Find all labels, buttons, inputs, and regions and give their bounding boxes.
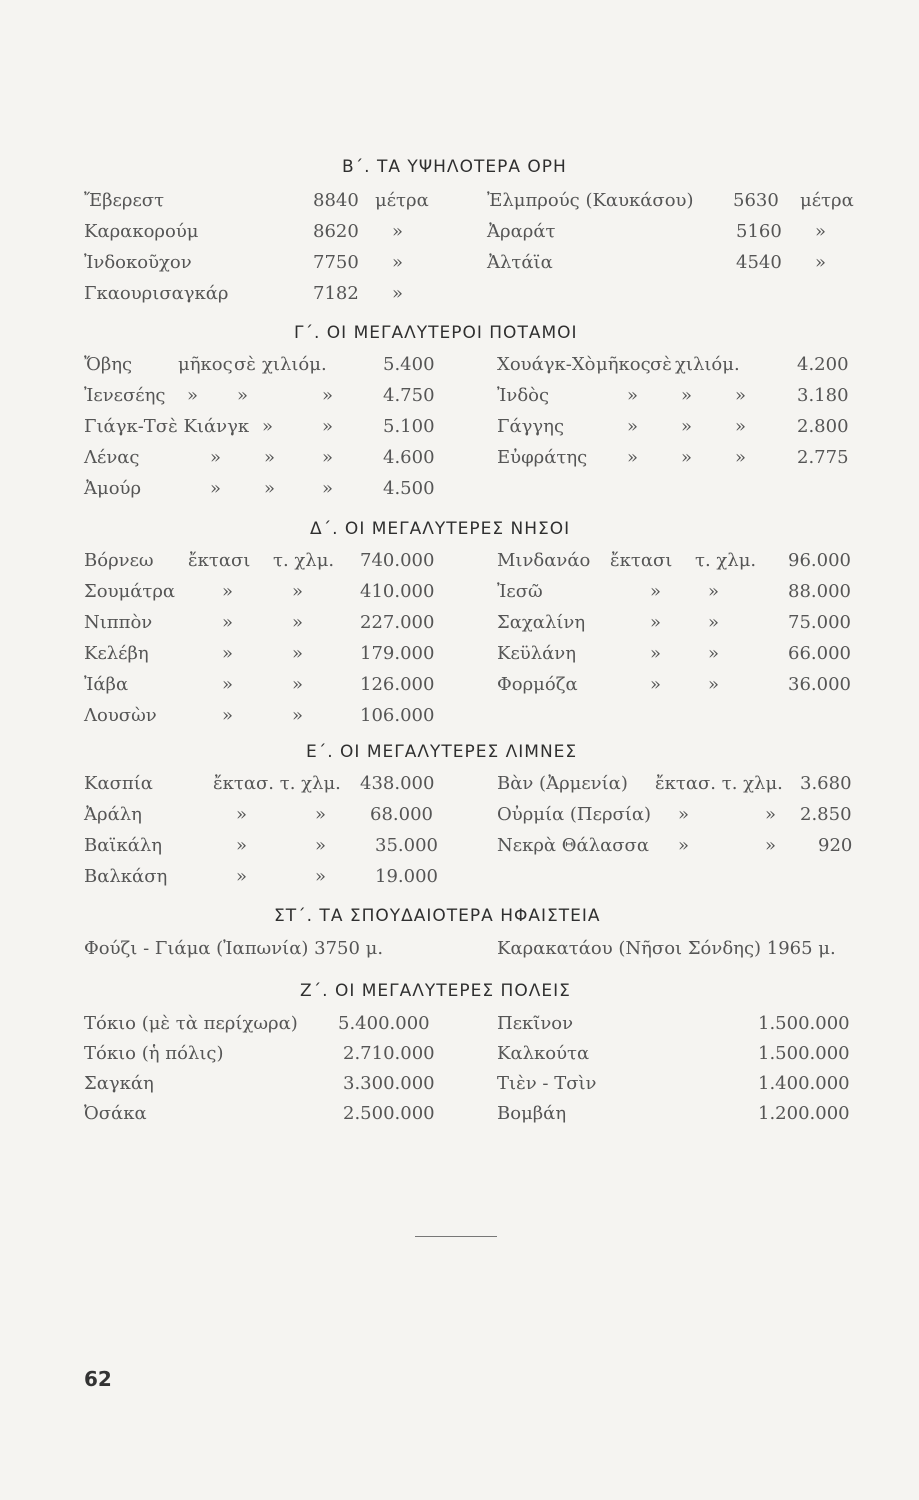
mountain-name: Ἰνδοκοῦχον	[84, 252, 192, 273]
city-name: Τόκιο (ἡ πόλις)	[84, 1043, 224, 1064]
ditto-mark: »	[222, 612, 234, 633]
ditto-mark: »	[292, 612, 304, 633]
river-length: 3.180	[797, 385, 849, 406]
ditto-mark: »	[236, 804, 248, 825]
page-number: 62	[84, 1367, 112, 1391]
island-name: Ἰεσῶ	[497, 581, 543, 602]
lake-area: 19.000	[375, 866, 438, 887]
mountain-height: 8620	[313, 221, 359, 242]
area-label: ἔκτασι	[188, 550, 251, 571]
ditto-mark: »	[708, 643, 720, 664]
ditto-mark: »	[681, 447, 693, 468]
island-area: 740.000	[360, 550, 435, 571]
river-name: Εὐφράτης	[497, 447, 588, 468]
mountain-unit: »	[815, 221, 827, 242]
ditto-mark: »	[322, 478, 334, 499]
ditto-mark: »	[650, 581, 662, 602]
island-area: 96.000	[788, 550, 851, 571]
mountain-unit: »	[392, 283, 404, 304]
island-area: 75.000	[788, 612, 851, 633]
island-name: Φορμόζα	[497, 674, 578, 695]
river-name: Ἰενεσέης	[84, 385, 166, 406]
city-population: 3.300.000	[343, 1073, 435, 1094]
ditto-mark: »	[322, 447, 334, 468]
rivers-heading: Γ΄. ΟΙ ΜΕΓΑΛΥΤΕΡΟΙ ΠΟΤΑΜΟΙ	[294, 323, 578, 343]
ditto-mark: »	[262, 416, 274, 437]
city-population: 5.400.000	[338, 1013, 430, 1034]
city-name: Πεκῖνον	[497, 1013, 574, 1034]
ditto-mark: »	[292, 705, 304, 726]
river-length: 5.100	[383, 416, 435, 437]
river-length: 4.200	[797, 354, 849, 375]
island-area: 179.000	[360, 643, 435, 664]
island-name: Νιππὸν	[84, 612, 153, 633]
ditto-mark: »	[650, 674, 662, 695]
lake-name: Νεκρὰ Θάλασσα	[497, 835, 649, 856]
ditto-mark: »	[322, 416, 334, 437]
city-name: Βομβάη	[497, 1103, 567, 1124]
river-length: 4.600	[383, 447, 435, 468]
city-name: Καλκούτα	[497, 1043, 590, 1064]
ditto-mark: »	[735, 447, 747, 468]
river-length-label: σὲ	[650, 354, 672, 375]
mountain-height: 7182	[313, 283, 359, 304]
mountain-name: Γκαουρισαγκάρ	[84, 283, 229, 304]
island-name: Ἰάβα	[84, 674, 129, 695]
ditto-mark: »	[315, 835, 327, 856]
mountain-unit: μέτρα	[375, 190, 429, 211]
city-population: 1.400.000	[758, 1073, 850, 1094]
island-area: 36.000	[788, 674, 851, 695]
ditto-mark: »	[708, 581, 720, 602]
mountain-name: Ἔβερεστ	[84, 190, 165, 211]
ditto-mark: »	[315, 804, 327, 825]
mountain-unit: μέτρα	[800, 190, 854, 211]
ditto-mark: »	[315, 866, 327, 887]
river-length-label: μῆκος	[596, 354, 651, 375]
ditto-mark: »	[627, 447, 639, 468]
islands-heading: Δ΄. ΟΙ ΜΕΓΑΛΥΤΕΡΕΣ ΝΗΣΟΙ	[310, 519, 571, 539]
city-name: Σαγκάη	[84, 1073, 154, 1094]
island-name: Λουσὼν	[84, 705, 157, 726]
island-area: 66.000	[788, 643, 851, 664]
lakes-heading: Ε΄. ΟΙ ΜΕΓΑΛΥΤΕΡΕΣ ΛΙΜΝΕΣ	[306, 742, 578, 762]
ditto-mark: »	[708, 674, 720, 695]
river-length-label: χιλιόμ.	[262, 354, 327, 375]
ditto-mark: »	[236, 866, 248, 887]
lake-name: Ἀράλη	[84, 804, 142, 825]
ditto-mark: »	[678, 804, 690, 825]
area-label: ἔκτασ. τ. χλμ.	[213, 773, 341, 794]
ditto-mark: »	[236, 835, 248, 856]
island-name: Κελέβη	[84, 643, 149, 664]
mountain-unit: »	[392, 221, 404, 242]
ditto-mark: »	[210, 478, 222, 499]
lake-area: 3.680	[800, 773, 852, 794]
river-length: 4.750	[383, 385, 435, 406]
mountain-name: Ἀλτάϊα	[487, 252, 553, 273]
island-area: 410.000	[360, 581, 435, 602]
lake-name: Κασπία	[84, 773, 153, 794]
mountain-height: 5630	[733, 190, 779, 211]
river-name: Γάγγης	[497, 416, 565, 437]
lake-name: Οὐρμία (Περσία)	[497, 804, 652, 825]
ditto-mark: »	[650, 643, 662, 664]
city-population: 2.500.000	[343, 1103, 435, 1124]
river-name: Λένας	[84, 447, 140, 468]
mountains-heading: Β΄. ΤΑ ΥΨΗΛΟΤΕΡΑ ΟΡΗ	[342, 157, 567, 177]
ditto-mark: »	[237, 385, 249, 406]
lake-name: Βαϊκάλη	[84, 835, 163, 856]
island-area: 227.000	[360, 612, 435, 633]
city-population: 1.200.000	[758, 1103, 850, 1124]
ditto-mark: »	[210, 447, 222, 468]
island-name: Κεϋλάνη	[497, 643, 577, 664]
area-label: τ. χλμ.	[695, 550, 757, 571]
ditto-mark: »	[681, 416, 693, 437]
city-population: 1.500.000	[758, 1043, 850, 1064]
ditto-mark: »	[681, 385, 693, 406]
ditto-mark: »	[222, 674, 234, 695]
cities-heading: Ζ΄. ΟΙ ΜΕΓΑΛΥΤΕΡΕΣ ΠΟΛΕΙΣ	[300, 981, 571, 1001]
lake-area: 2.850	[800, 804, 852, 825]
mountain-unit: »	[392, 252, 404, 273]
river-name: Ἀμούρ	[84, 478, 142, 499]
island-area: 106.000	[360, 705, 435, 726]
river-length: 2.775	[797, 447, 849, 468]
island-area: 88.000	[788, 581, 851, 602]
ditto-mark: »	[264, 447, 276, 468]
mountain-height: 7750	[313, 252, 359, 273]
section-divider	[415, 1236, 497, 1237]
mountain-unit: »	[815, 252, 827, 273]
area-label: τ. χλμ.	[273, 550, 335, 571]
island-name: Μινδανάο	[497, 550, 591, 571]
river-length: 2.800	[797, 416, 849, 437]
ditto-mark: »	[735, 385, 747, 406]
island-name: Σουμάτρα	[84, 581, 176, 602]
ditto-mark: »	[222, 581, 234, 602]
mountain-height: 8840	[313, 190, 359, 211]
mountain-name: Ἐλμπρούς (Καυκάσου)	[487, 190, 694, 211]
river-length: 4.500	[383, 478, 435, 499]
ditto-mark: »	[187, 385, 199, 406]
ditto-mark: »	[292, 581, 304, 602]
ditto-mark: »	[765, 804, 777, 825]
lake-area: 438.000	[360, 773, 435, 794]
mountain-name: Ἀραράτ	[487, 221, 556, 242]
ditto-mark: »	[292, 643, 304, 664]
ditto-mark: »	[264, 478, 276, 499]
city-population: 1.500.000	[758, 1013, 850, 1034]
river-name: Ὄβης	[84, 354, 133, 375]
ditto-mark: »	[678, 835, 690, 856]
lake-name: Βαλκάση	[84, 866, 168, 887]
river-name: Γιάγκ-Τσὲ Κιάνγκ	[84, 416, 250, 437]
volcano-entry: Καρακατάου (Νῆσοι Σόνδης) 1965 μ.	[497, 938, 836, 959]
island-name: Σαχαλίνη	[497, 612, 586, 633]
ditto-mark: »	[292, 674, 304, 695]
ditto-mark: »	[765, 835, 777, 856]
area-label: ἔκτασι	[610, 550, 673, 571]
ditto-mark: »	[627, 416, 639, 437]
lake-area: 35.000	[375, 835, 438, 856]
city-name: Ὀσάκα	[84, 1103, 147, 1124]
volcanoes-heading: ΣΤ΄. ΤΑ ΣΠΟΥΔΑΙΟΤΕΡΑ ΗΦΑΙΣΤΕΙΑ	[274, 906, 601, 926]
island-name: Βόρνεω	[84, 550, 154, 571]
ditto-mark: »	[222, 643, 234, 664]
ditto-mark: »	[708, 612, 720, 633]
volcano-entry: Φούζι - Γιάμα (Ἰαπωνία) 3750 μ.	[84, 938, 384, 959]
island-area: 126.000	[360, 674, 435, 695]
lake-name: Βὰν (Ἀρμενία)	[497, 773, 628, 794]
mountain-name: Καρακορούμ	[84, 221, 199, 242]
city-population: 2.710.000	[343, 1043, 435, 1064]
river-name: Χουάγκ-Χὸ	[497, 354, 596, 375]
area-label: ἔκτασ. τ. χλμ.	[655, 773, 783, 794]
ditto-mark: »	[322, 385, 334, 406]
river-length-label: χιλιόμ.	[675, 354, 740, 375]
river-length: 5.400	[383, 354, 435, 375]
mountain-height: 5160	[736, 221, 782, 242]
city-name: Τόκιο (μὲ τὰ περίχωρα)	[84, 1013, 298, 1034]
river-name: Ἰνδὸς	[497, 385, 550, 406]
ditto-mark: »	[650, 612, 662, 633]
lake-area: 68.000	[370, 804, 433, 825]
ditto-mark: »	[735, 416, 747, 437]
ditto-mark: »	[627, 385, 639, 406]
city-name: Τιὲν - Τσὶν	[497, 1073, 597, 1094]
river-length-label: σὲ	[234, 354, 256, 375]
mountain-height: 4540	[736, 252, 782, 273]
ditto-mark: »	[222, 705, 234, 726]
river-length-label: μῆκος	[178, 354, 233, 375]
lake-area: 920	[818, 835, 853, 856]
